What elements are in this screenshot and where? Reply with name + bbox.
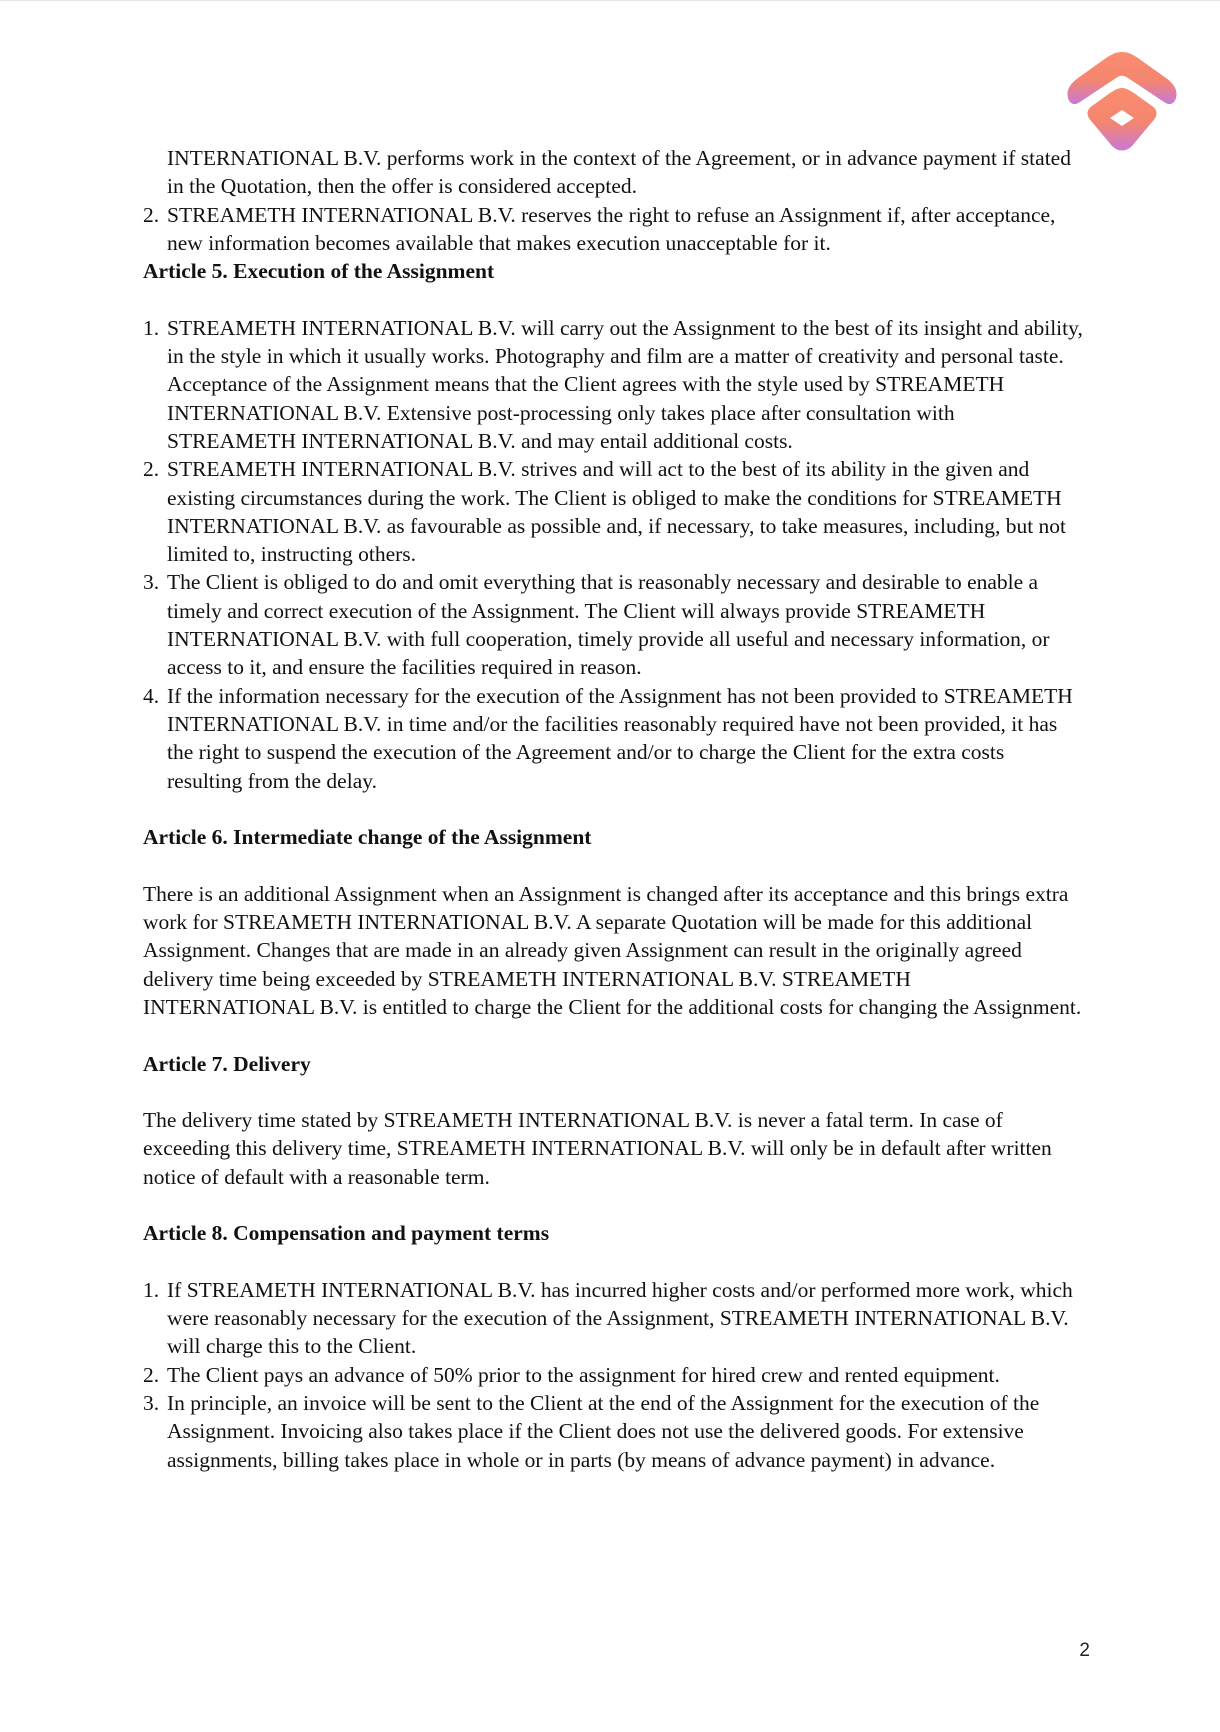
- list-text: In principle, an invoice will be sent to the Client at the end of the Assignment for the execution of the Assignment. Invoicing also takes place if the Client does not use the delivered goods. For extensive assignments, billing takes place in whole or in parts (by means of advance payment) in advance.: [167, 1391, 1040, 1472]
- article-5-heading: Article 5. Execution of the Assignment: [143, 259, 495, 284]
- list-text: If the information necessary for the execution of the Assignment has not been provided to STREAMETH INTERNATIONAL B.V. in time and/or the facilities reasonably required have not been provided, it has the right to suspend the execution of the Agreement and/or to charge the Client for the extra costs resulting from the delay.: [167, 683, 1073, 793]
- list-text: If STREAMETH INTERNATIONAL B.V. has incurred higher costs and/or performed more work, which were reasonably necessary for the execution of the Assignment, STREAMETH INTERNATIONAL B.V. will charge this to the Client.: [167, 1277, 1073, 1359]
- list-text: STREAMETH INTERNATIONAL B.V. strives and will act to the best of its ability in the given and existing circumstances during the work. The Client is obliged to make the conditions for STREAMETH INTERNATIONAL B.V. as favourable as possible and, if necessary, to take measures, including, but not limited to, instructing others.: [167, 457, 1067, 567]
- brand-logo-icon: [1066, 50, 1178, 154]
- list-number: 2.: [143, 202, 160, 227]
- list-item: [143, 682, 1083, 795]
- article-7-paragraph: The delivery time stated by STREAMETH INTERNATIONAL B.V. is never a fatal term. In case of exceeding this delivery time, STREAMETH INTERNATIONAL B.V. will only be in default after written notice of default with a reasonable term.: [143, 1108, 1052, 1189]
- list-item: [143, 1361, 1083, 1389]
- list-number: 3.: [143, 1391, 160, 1416]
- list-item: [143, 455, 1083, 568]
- article-5-list: [143, 314, 1083, 795]
- list-text: STREAMETH INTERNATIONAL B.V. reserves the right to refuse an Assignment if, after acceptance, new information becomes available that makes execution unacceptable for it.: [167, 202, 1056, 255]
- article-8-list: [143, 1276, 1083, 1474]
- page-edge: [0, 0, 1220, 1]
- list-item: [143, 314, 1083, 455]
- article-6-paragraph: There is an additional Assignment when an Assignment is changed after its acceptance and this brings extra work for STREAMETH INTERNATIONAL B.V. A separate Quotation will be made for this additional Assignment. Changes that are made in an already given Assignment can result in the originally agreed delivery time being exceeded by STREAMETH INTERNATIONAL B.V. STREAMETH INTERNATIONAL B.V. is entitled to charge the Client for the additional costs for changing the Assignment.: [143, 881, 1082, 1019]
- list-number: 1.: [143, 315, 160, 340]
- list-item: [143, 144, 1083, 201]
- list-number: 2.: [143, 457, 160, 482]
- list-text: STREAMETH INTERNATIONAL B.V. will carry out the Assignment to the best of its insight and ability, in the style in which it usually works. Photography and film are a matter of creativity and personal taste. Acceptance of the Assignment means that the Client agrees with the style used by STREAMETH INTERNATIONAL B.V. Extensive post-processing only takes place after consultation with STREAMETH INTERNATIONAL B.V. and may entail additional costs.: [167, 315, 1083, 453]
- list-text: INTERNATIONAL B.V. performs work in the context of the Agreement, or in advance payment if stated in the Quotation, then the offer is considered accepted.: [167, 146, 1071, 199]
- intro-list: [143, 144, 1083, 257]
- article-6-heading: Article 6. Intermediate change of the Assignment: [143, 825, 592, 850]
- document-body: [143, 144, 1083, 1474]
- list-number: 1.: [143, 1277, 160, 1302]
- list-item: [143, 1389, 1083, 1474]
- page-number: 2: [1079, 1640, 1090, 1661]
- list-item: [143, 201, 1083, 258]
- article-8-heading: Article 8. Compensation and payment terms: [143, 1221, 550, 1246]
- list-text: The Client pays an advance of 50% prior to the assignment for hired crew and rented equipment.: [167, 1362, 1000, 1387]
- article-7-heading: Article 7. Delivery: [143, 1051, 311, 1076]
- list-number: 4.: [143, 683, 160, 708]
- list-item: [143, 568, 1083, 681]
- list-text: The Client is obliged to do and omit everything that is reasonably necessary and desirable to enable a timely and correct execution of the Assignment. The Client will always provide STREAMETH INTERNATIONAL B.V. with full cooperation, timely provide all useful and necessary information, or access to it, and ensure the facilities required in reason.: [167, 570, 1050, 680]
- list-item: [143, 1276, 1083, 1361]
- list-number: 3.: [143, 570, 160, 595]
- list-number: 2.: [143, 1362, 160, 1387]
